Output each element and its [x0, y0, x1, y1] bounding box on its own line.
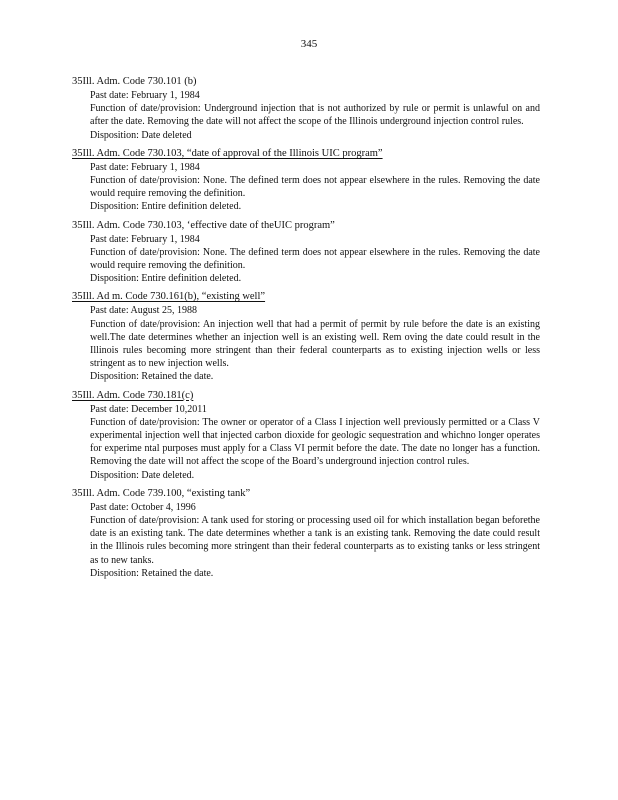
rule-entry — [72, 483, 540, 580]
entry-citation: 35Ill. Adm. Code 739.100, “existing tank” — [72, 487, 251, 499]
entry-citation: 35Ill. Adm. Code 730.181(c) — [72, 389, 194, 401]
entry-disposition: Disposition: Date deleted — [90, 129, 192, 141]
entry-disposition: Disposition: Entire definition deleted. — [90, 201, 242, 213]
entry-body — [72, 501, 540, 580]
entry-citation: 35Ill. Ad m. Code 730.161(b), “existing well” — [72, 291, 266, 303]
rule-entry — [72, 286, 540, 383]
entry-disposition: Disposition: Retained the date. — [90, 371, 214, 383]
entry-disposition: Disposition: Retained the date. — [90, 567, 214, 579]
entry-citation: 35Ill. Adm. Code 730.103, ‘effective date of theUIC program” — [72, 219, 335, 231]
entry-function: Function of date/provision: Underground injection that is not authorized by rule or permit is unlawful on and after the date. Removing the date will not affect the scope of the Illinois underground injection control rules. — [90, 103, 540, 128]
entry-past-date: Past date: February 1, 1984 — [90, 161, 200, 173]
entry-function: Function of date/provision: A tank used for storing or processing used oil for which installation began beforethe date is an existing tank. The date determines whether a tank is an existing tank. Removing the date could result in the Illinois rules becoming more stringent than their federal counterparts as to existing tanks or less stringent as to new tanks. — [90, 515, 540, 566]
rule-entries — [72, 71, 540, 581]
entry-past-date: Past date: October 4, 1996 — [90, 501, 196, 513]
entry-body — [72, 403, 540, 482]
rule-entry — [72, 385, 540, 482]
entry-past-date: Past date: December 10,2011 — [90, 403, 207, 415]
entry-body — [72, 233, 540, 286]
rule-entry — [72, 143, 540, 214]
entry-past-date: Past date: February 1, 1984 — [90, 90, 200, 101]
entry-function: Function of date/provision: An injection well that had a permit of permit by rule before the date is an existing well.The date determines whether an injection well is an existing well. Rem oving the date could result in the Illinois rules becoming more stringent than their federal counterparts as to existing injection wells or less stringent as to new injection wells. — [90, 318, 540, 370]
entry-function: Function of date/provision: None. The defined term does not appear elsewhere in the rules. Removing the date would require removing the definition. — [90, 175, 540, 200]
entry-function: Function of date/provision: The owner or operator of a Class I injection well previously permitted or a Class V experimental injection well that injected carbon dioxide for geologic sequestration and whichno longer operates for experime ntal purposes must apply for a Class VI permit before the date. The date no longer has a function. Removing the date will not affect the scope of the Board’s underground injection control rules. — [90, 416, 540, 468]
entry-past-date: Past date: August 25, 1988 — [90, 305, 197, 317]
entry-citation: 35Ill. Adm. Code 730.101 (b) — [72, 76, 197, 87]
entry-body — [72, 304, 540, 383]
rule-entry — [72, 215, 540, 286]
page-number: 345 — [300, 38, 318, 50]
entry-body — [72, 161, 540, 214]
entry-function: Function of date/provision: None. The defined term does not appear elsewhere in the rules. Removing the date would require removing the definition. — [90, 246, 540, 272]
entry-citation: 35Ill. Adm. Code 730.103, “date of approval of the Illinois UIC program” — [72, 147, 383, 159]
entry-past-date: Past date: February 1, 1984 — [90, 233, 200, 245]
rule-entry — [72, 71, 540, 142]
entry-disposition: Disposition: Date deleted. — [90, 469, 195, 481]
entry-body — [72, 89, 540, 142]
entry-disposition: Disposition: Entire definition deleted. — [90, 273, 242, 285]
